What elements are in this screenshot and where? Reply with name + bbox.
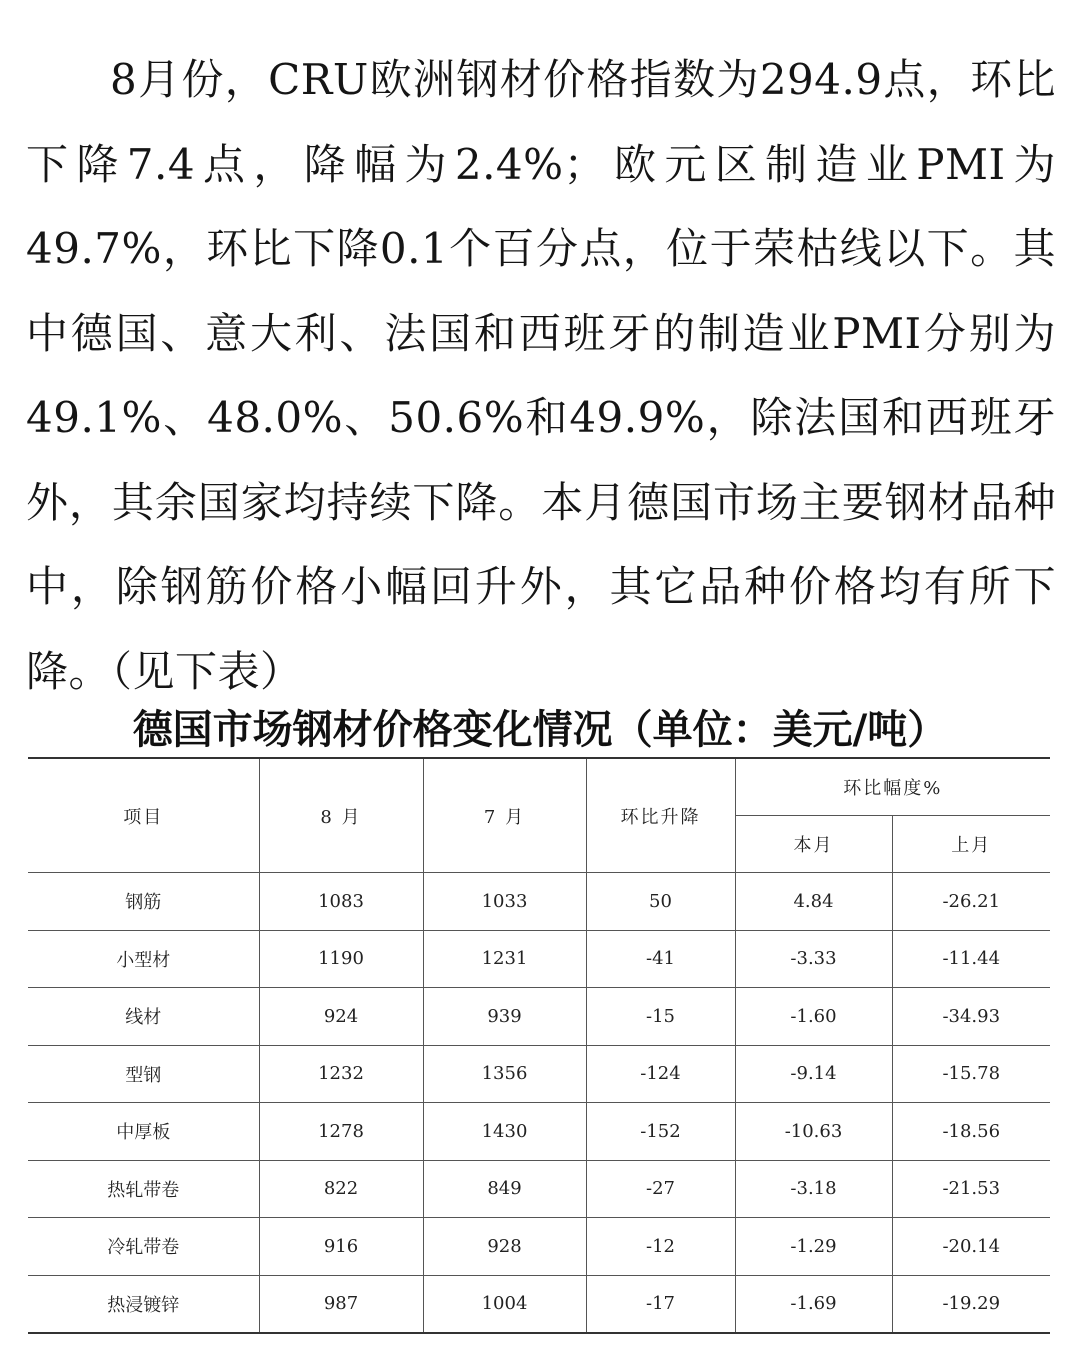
- cell-change: -27: [586, 1160, 735, 1218]
- header-pct-group-label: 环比幅度%: [843, 778, 943, 799]
- table-row: [28, 1045, 1050, 1103]
- table-row: [28, 930, 1050, 988]
- table-row: [28, 873, 1050, 931]
- cell-last-month: -34.93: [892, 988, 1050, 1046]
- cell-aug: 1278: [259, 1103, 423, 1161]
- table-row: [28, 988, 1050, 1046]
- cell-last-month: -21.53: [892, 1160, 1050, 1218]
- cell-aug: 1232: [259, 1045, 423, 1103]
- cell-aug: 1190: [259, 930, 423, 988]
- cell-item: 热轧带卷: [28, 1160, 259, 1218]
- cell-last-month: -26.21: [892, 873, 1050, 931]
- header-item-label: 项目: [123, 806, 164, 828]
- header-last-month-label: 上月: [951, 835, 992, 856]
- cell-item: 中厚板: [28, 1103, 259, 1161]
- cell-change: -15: [586, 988, 735, 1046]
- cell-this-month: -1.29: [735, 1218, 892, 1276]
- price-table: [28, 757, 1050, 1334]
- cell-jul: 1004: [423, 1275, 586, 1333]
- table-title: 德国市场钢材价格变化情况（单位：美元/吨）: [132, 707, 948, 753]
- header-this-month-label: 本月: [793, 835, 834, 856]
- cell-change: 50: [586, 873, 735, 931]
- cell-jul: 1033: [423, 873, 586, 931]
- cell-item: 热浸镀锌: [28, 1275, 259, 1333]
- cell-this-month: -1.60: [735, 988, 892, 1046]
- cell-change: -152: [586, 1103, 735, 1161]
- header-item: [28, 758, 259, 873]
- cell-jul: 939: [423, 988, 586, 1046]
- cell-jul: 928: [423, 1218, 586, 1276]
- cell-last-month: -11.44: [892, 930, 1050, 988]
- header-last-month: [892, 816, 1050, 873]
- cell-item: 型钢: [28, 1045, 259, 1103]
- header-pct-group: [735, 758, 1050, 816]
- cell-item: 钢筋: [28, 873, 259, 931]
- cell-aug: 916: [259, 1218, 423, 1276]
- table-row: [28, 1160, 1050, 1218]
- cell-last-month: -15.78: [892, 1045, 1050, 1103]
- cell-jul: 1430: [423, 1103, 586, 1161]
- cell-change: -17: [586, 1275, 735, 1333]
- header-aug: [259, 758, 423, 873]
- header-change-label: 环比升降: [620, 806, 701, 828]
- cell-jul: 1231: [423, 930, 586, 988]
- cell-this-month: -9.14: [735, 1045, 892, 1103]
- cell-item: 线材: [28, 988, 259, 1046]
- cell-jul: 1356: [423, 1045, 586, 1103]
- cell-jul: 849: [423, 1160, 586, 1218]
- header-change: [586, 758, 735, 873]
- cell-aug: 924: [259, 988, 423, 1046]
- body-paragraph: 8月份，CRU欧洲钢材价格指数为294.9点，环比下降7.4点，降幅为2.4%；欧元区制造业PMI为49.7%，环比下降0.1个百分点，位于荣枯线以下。其中德国、意大利、法国和西班牙的制造业PMI分别为49.1%、48.0%、50.6%和49.9%，除法国和西班牙外，其余国家均持续下降。本月德国市场主要钢材品种中，除钢筋价格小幅回升外，其它品种价格均有所下降。（见下表）: [26, 55, 1056, 696]
- cell-aug: 987: [259, 1275, 423, 1333]
- cell-this-month: 4.84: [735, 873, 892, 931]
- header-jul-label: 7 月: [483, 806, 526, 828]
- header-aug-label: 8 月: [320, 806, 362, 828]
- cell-last-month: -19.29: [892, 1275, 1050, 1333]
- table-row: [28, 1218, 1050, 1276]
- header-jul: [423, 758, 586, 873]
- cell-aug: 1083: [259, 873, 423, 931]
- cell-last-month: -20.14: [892, 1218, 1050, 1276]
- cell-this-month: -3.33: [735, 930, 892, 988]
- cell-last-month: -18.56: [892, 1103, 1050, 1161]
- cell-item: 冷轧带卷: [28, 1218, 259, 1276]
- cell-this-month: -3.18: [735, 1160, 892, 1218]
- cell-item: 小型材: [28, 930, 259, 988]
- table-row: [28, 1275, 1050, 1333]
- header-row-1: [28, 758, 1050, 816]
- cell-change: -12: [586, 1218, 735, 1276]
- cell-this-month: -10.63: [735, 1103, 892, 1161]
- cell-aug: 822: [259, 1160, 423, 1218]
- cell-change: -41: [586, 930, 735, 988]
- header-this-month: [735, 816, 892, 873]
- table-row: [28, 1103, 1050, 1161]
- cell-change: -124: [586, 1045, 735, 1103]
- cell-this-month: -1.69: [735, 1275, 892, 1333]
